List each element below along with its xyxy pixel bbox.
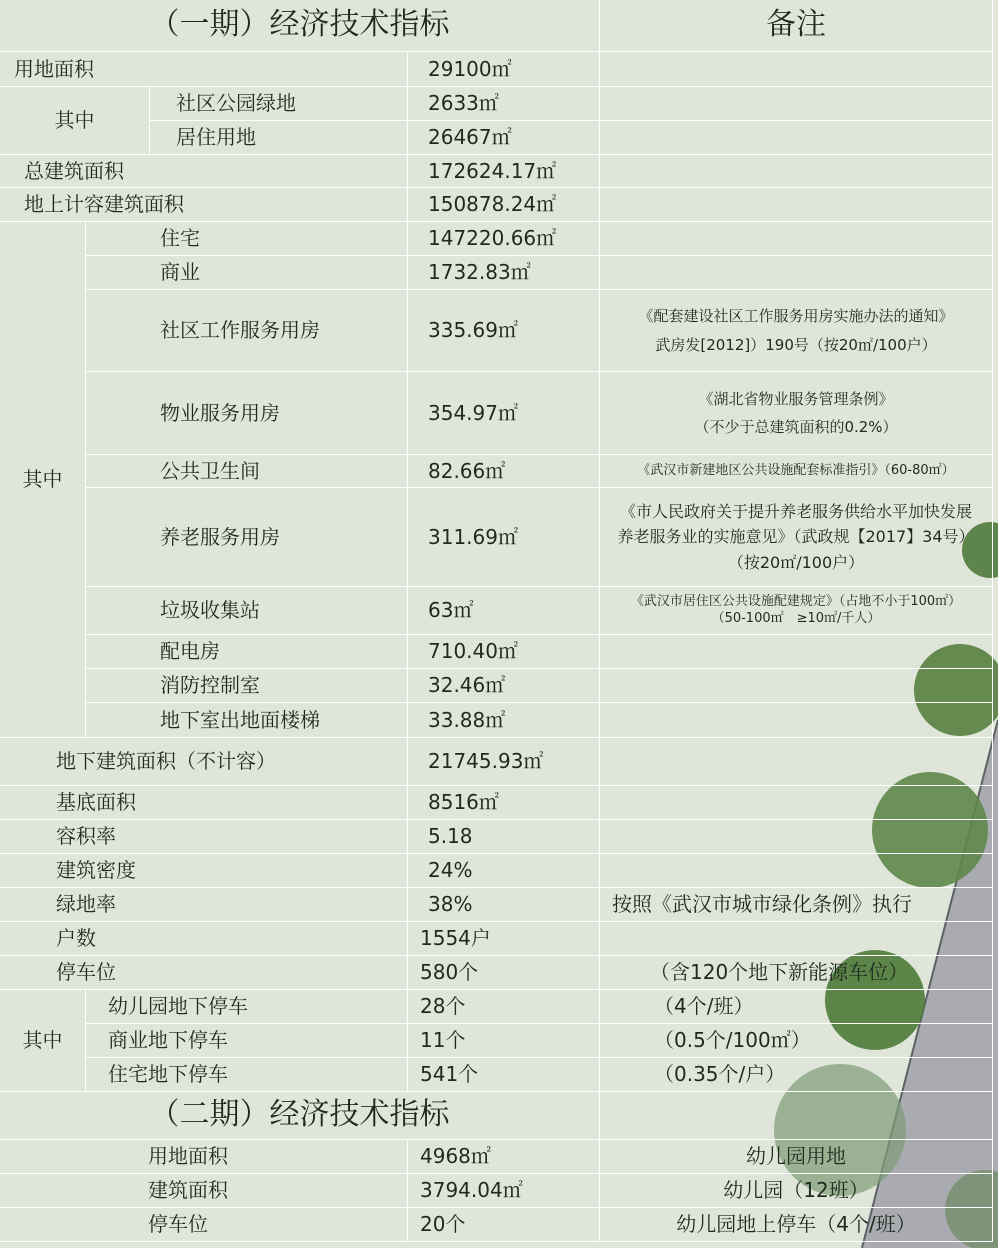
above-row-label: 公共卫生间 bbox=[86, 455, 408, 488]
above-row-label: 配电房 bbox=[86, 635, 408, 669]
green-rate-value: 38% bbox=[408, 888, 600, 922]
above-row-value: 710.40㎡ bbox=[408, 635, 600, 669]
footprint-value: 8516㎡ bbox=[408, 786, 600, 820]
site-row-label: 居住用地 bbox=[150, 121, 408, 155]
remark-cell bbox=[600, 1092, 993, 1140]
remark-cell bbox=[600, 155, 993, 188]
density-label: 建筑密度 bbox=[0, 854, 408, 888]
remark-cell bbox=[600, 854, 993, 888]
remark-line: 《湖北省物业服务管理条例》 bbox=[698, 389, 894, 408]
far-value: 5.18 bbox=[408, 820, 600, 854]
underground-value: 21745.93㎡ bbox=[408, 738, 600, 786]
above-row-label: 物业服务用房 bbox=[86, 372, 408, 455]
remark-line: （50-100㎡ ≥10㎡/千人） bbox=[711, 610, 881, 626]
phase2-row-remark: 幼儿园地上停车（4个/班） bbox=[600, 1208, 993, 1242]
underground-label: 地下建筑面积（不计容） bbox=[0, 738, 408, 786]
parking-value: 580个 bbox=[408, 956, 600, 990]
remark-cell bbox=[600, 121, 993, 155]
parking-row-remark: （0.35个/户） bbox=[600, 1058, 993, 1092]
above-row-label: 消防控制室 bbox=[86, 669, 408, 703]
site-row-value: 26467㎡ bbox=[408, 121, 600, 155]
above-row-label: 地下室出地面楼梯 bbox=[86, 703, 408, 738]
remark-line: 《市人民政府关于提升养老服务供给水平加快发展 bbox=[619, 501, 972, 521]
far-label: 容积率 bbox=[0, 820, 408, 854]
density-value: 24% bbox=[408, 854, 600, 888]
households-label: 户数 bbox=[0, 922, 408, 956]
remark-cell bbox=[600, 635, 993, 669]
total-area-value: 172624.17㎡ bbox=[408, 155, 600, 188]
green-rate-remark: 按照《武汉市城市绿化条例》执行 bbox=[600, 888, 993, 922]
remark-cell bbox=[600, 52, 993, 87]
above-row-value: 354.97㎡ bbox=[408, 372, 600, 455]
remark-cell bbox=[600, 786, 993, 820]
remark-line: 《配套建设社区工作服务用房实施办法的通知》 bbox=[638, 307, 954, 326]
remark-cell bbox=[600, 87, 993, 121]
remark-cell bbox=[600, 372, 993, 455]
green-rate-label: 绿地率 bbox=[0, 888, 408, 922]
parking-remark: （含120个地下新能源车位） bbox=[600, 956, 993, 990]
above-ground-value: 150878.24㎡ bbox=[408, 188, 600, 222]
above-row-label: 社区工作服务用房 bbox=[86, 290, 408, 372]
site-area-label: 用地面积 bbox=[0, 52, 408, 87]
phase1-title: （一期）经济技术指标 bbox=[0, 0, 600, 52]
remark-cell bbox=[600, 820, 993, 854]
phase2-row-label: 建筑面积 bbox=[0, 1174, 408, 1208]
parking-row-value: 11个 bbox=[408, 1024, 600, 1058]
remark-cell bbox=[600, 455, 993, 488]
above-row-label: 住宅 bbox=[86, 222, 408, 256]
parking-row-value: 28个 bbox=[408, 990, 600, 1024]
phase2-row-remark: 幼儿园（12班） bbox=[600, 1174, 993, 1208]
parking-label: 停车位 bbox=[0, 956, 408, 990]
parking-group-label: 其中 bbox=[0, 990, 86, 1092]
remark-cell bbox=[600, 738, 993, 786]
above-row-label: 商业 bbox=[86, 256, 408, 290]
site-area-value: 29100㎡ bbox=[408, 52, 600, 87]
households-value: 1554户 bbox=[408, 922, 600, 956]
phase2-row-label: 用地面积 bbox=[0, 1140, 408, 1174]
parking-row-value: 541个 bbox=[408, 1058, 600, 1092]
site-row-label: 社区公园绿地 bbox=[150, 87, 408, 121]
remark-cell bbox=[600, 222, 993, 256]
phase2-row-label: 停车位 bbox=[0, 1208, 408, 1242]
remark-line: （按20㎡/100户） bbox=[727, 552, 865, 572]
remark-cell bbox=[600, 669, 993, 703]
above-row-value: 82.66㎡ bbox=[408, 455, 600, 488]
phase2-row-value: 3794.04㎡ bbox=[408, 1174, 600, 1208]
above-row-label: 垃圾收集站 bbox=[86, 587, 408, 635]
site-row-value: 2633㎡ bbox=[408, 87, 600, 121]
parking-row-remark: （0.5个/100㎡） bbox=[600, 1024, 993, 1058]
remark-cell bbox=[600, 488, 993, 587]
phase2-row-value: 20个 bbox=[408, 1208, 600, 1242]
parking-row-label: 幼儿园地下停车 bbox=[86, 990, 408, 1024]
parking-row-label: 商业地下停车 bbox=[86, 1024, 408, 1058]
above-row-value: 335.69㎡ bbox=[408, 290, 600, 372]
above-group-label: 其中 bbox=[0, 222, 86, 738]
remark-cell bbox=[600, 703, 993, 738]
above-row-value: 311.69㎡ bbox=[408, 488, 600, 587]
above-row-value: 33.88㎡ bbox=[408, 703, 600, 738]
above-row-value: 32.46㎡ bbox=[408, 669, 600, 703]
remark-cell bbox=[600, 256, 993, 290]
total-area-label: 总建筑面积 bbox=[0, 155, 408, 188]
remark-line: 《武汉市新建地区公共设施配套标准指引》（60-80㎡） bbox=[637, 463, 955, 479]
above-row-value: 1732.83㎡ bbox=[408, 256, 600, 290]
remark-line: （不少于总建筑面积的0.2%） bbox=[694, 418, 898, 436]
footprint-label: 基底面积 bbox=[0, 786, 408, 820]
remark-cell bbox=[600, 188, 993, 222]
phase2-row-remark: 幼儿园用地 bbox=[600, 1140, 993, 1174]
phase2-row-value: 4968㎡ bbox=[408, 1140, 600, 1174]
remark-cell bbox=[600, 922, 993, 956]
remark-line: 《武汉市居住区公共设施配建规定》（占地不小于100㎡） bbox=[630, 593, 962, 609]
remark-cell bbox=[600, 587, 993, 635]
remark-cell bbox=[600, 290, 993, 372]
above-row-label: 养老服务用房 bbox=[86, 488, 408, 587]
site-group-label: 其中 bbox=[0, 87, 150, 155]
above-row-value: 147220.66㎡ bbox=[408, 222, 600, 256]
parking-row-remark: （4个/班） bbox=[600, 990, 993, 1024]
remark-line: 养老服务业的实施意见》（武政规【2017】34号） bbox=[617, 527, 975, 547]
remark-line: 武房发[2012]）190号（按20㎡/100户） bbox=[655, 335, 937, 354]
remark-header: 备注 bbox=[600, 0, 993, 52]
above-ground-label: 地上计容建筑面积 bbox=[0, 188, 408, 222]
parking-row-label: 住宅地下停车 bbox=[86, 1058, 408, 1092]
above-row-value: 63㎡ bbox=[408, 587, 600, 635]
phase2-title: （二期）经济技术指标 bbox=[0, 1092, 600, 1140]
